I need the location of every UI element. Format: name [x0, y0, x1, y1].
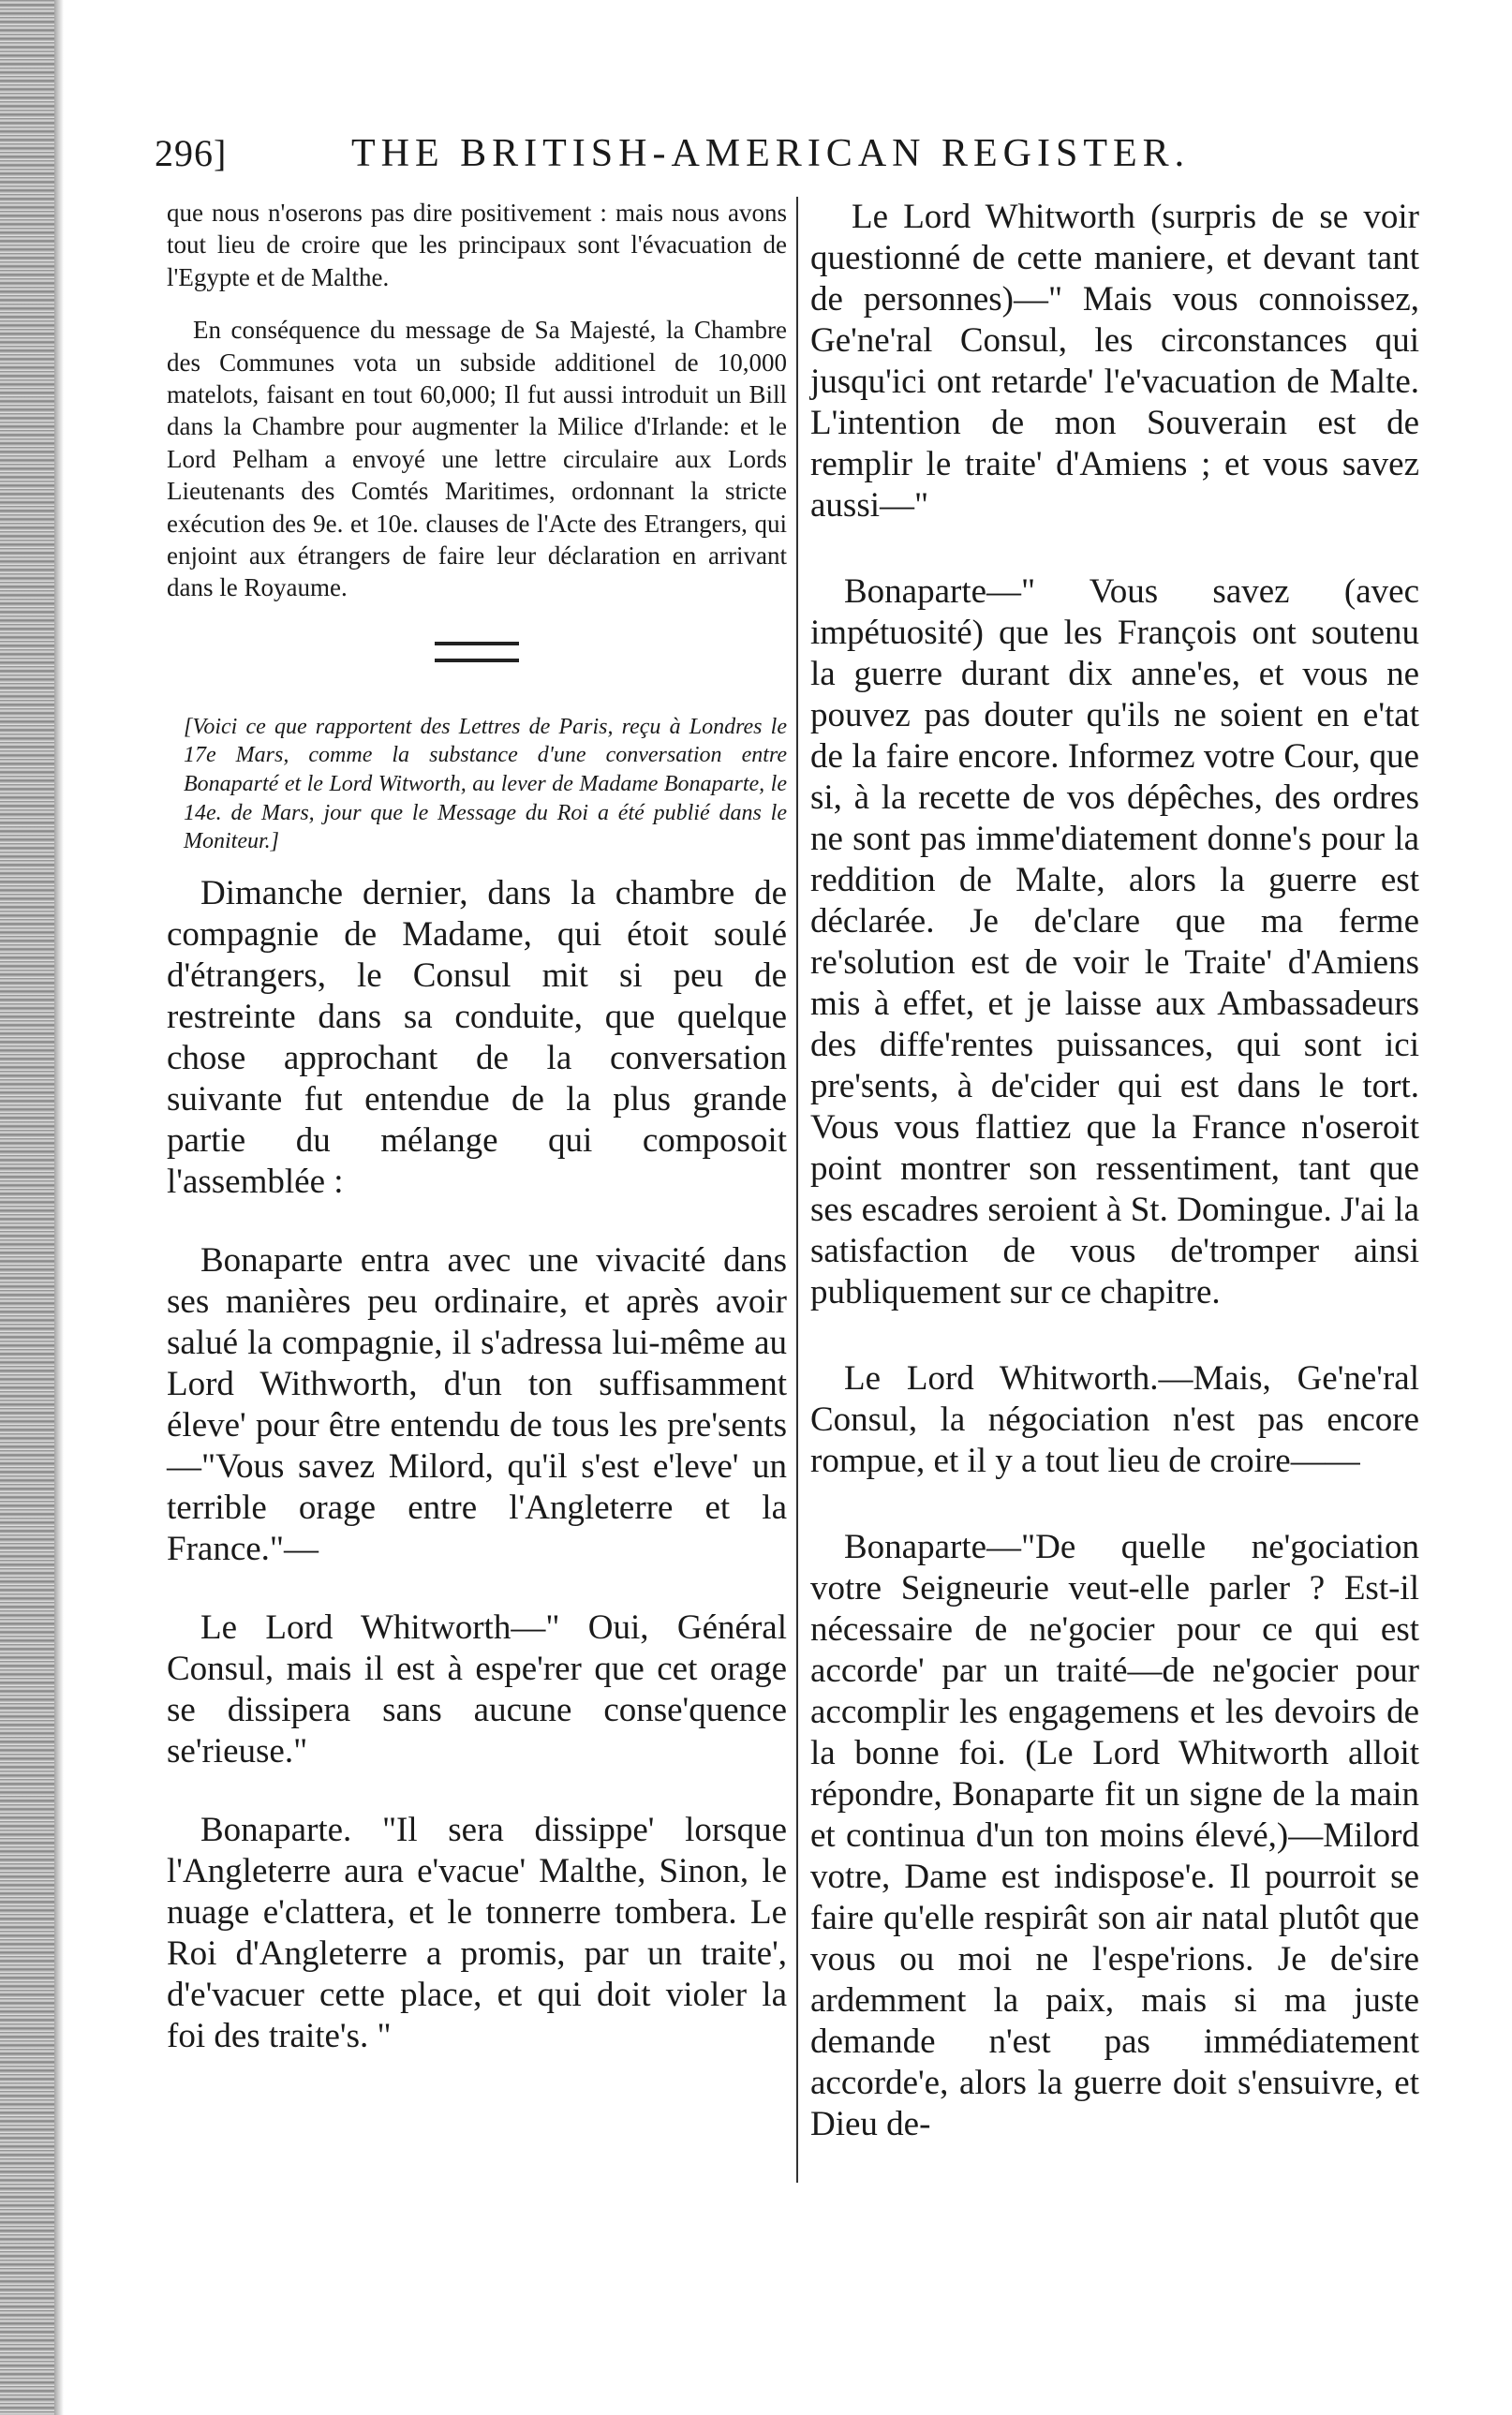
right-paragraph-3: Le Lord Whitworth.—Mais, Ge'ne'ral Consul, la négociation n'est pas encore rompue, et il y a tout lieu de croire——: [810, 1359, 1419, 1480]
left-column: [167, 197, 787, 2057]
left-paragraph-5: Le Lord Whitworth—" Oui, Général Consul, mais il est à espe'rer que cet orage se dissipera sans aucune conse'quence se'rieuse.": [167, 1608, 787, 1771]
left-paragraph-6: Bonaparte. "Il sera dissippe' lorsque l'Angleterre aura e'vacue' Malthe, Sinon, le nuage e'clattera, et le tonnerre tombera. Le Roi d'Angleterre a promis, par un traite', d'e'vacuer cette place, et qui doit violer la foi des traite's. ": [167, 1810, 787, 2055]
right-paragraph-2: Bonaparte—" Vous savez (avec impétuosité) que les François ont soutenu la guerre durant dix anne'es, et vous ne pouvez pas douter qu'ils ne soient en e'tat de la faire encore. Informez votre Cour, que si, à la recette de vos dépêches, des ordres ne sont pas imme'diatement donne's pour la reddition de Malte, alors la guerre est déclarée. Je de'clare que ma ferme re'solution est de voir le Traite' d'Amiens mis à effet, et je laisse aux Ambassadeurs des diffe'rentes puissances, qui sont ici pre'sents, à de'cider qui est dans le tort. Vous vous flattiez que la France n'oseroit point montrer son ressentiment, tant que ses escadres seroient à St. Domingue. J'ai la satisfaction de vous de'tromper ainsi publiquement sur ce chapitre.: [810, 572, 1419, 1311]
page-number: 296]: [155, 132, 228, 174]
running-title: THE BRITISH-AMERICAN REGISTER.: [351, 132, 1191, 175]
left-paragraph-2: En conséquence du message de Sa Majesté, la Chambre des Communes vota un subside additionel de 10,000 matelots, faisant en tout 60,000; Il fut aussi introduit un Bill dans la Chambre pour augmenter la Milice d'Irlande: et le Lord Pelham a envoyé une lettre circulaire aux Lords Lieutenants des Comtés Maritimes, ordonnant la stricte exécution des 9e. et 10e. clauses de l'Acte des Etrangers, qui enjoint aux étrangers de faire leur déclaration en arrivant dans le Royaume.: [167, 316, 787, 602]
right-paragraph-1: Le Lord Whitworth (surpris de se voir questionné de cette maniere, et devant tant de personnes)—" Mais vous connoissez, Ge'ne'ral Consul, les circonstances qui jusqu'ici ont retarde' l'e'vacuation de Malte. L'intention de mon Souverain est de remplir le traite' d'Amiens ; et vous savez aussi—": [810, 198, 1419, 525]
column-rule: [796, 197, 798, 2183]
left-paragraph-3: Dimanche dernier, dans la chambre de compagnie de Madame, qui étoit soulé d'étrangers, le Consul mit si peu de restreinte dans sa conduite, que quelque chose approchant de la conversation suivante fut entendue de la plus grande partie du mélange qui composoit l'assemblée :: [167, 873, 787, 1201]
right-paragraph-4: Bonaparte—"De quelle ne'gociation votre Seigneurie veut-elle parler ? Est-il nécessaire de ne'gocier pour ce qui est accorde' par un traité—de ne'gocier pour accomplir les engagemens et les devoirs de la bonne foi. (Le Lord Whitworth alloit répondre, Bonaparte fit un signe de la main et continua d'un ton moins élevé,)—Milord votre, Dame est indispose'e. Il pourroit se faire qu'elle respirât son air natal plutôt que vous ou moi ne l'espe'rions. Je de'sire ardemment la paix, mais si ma juste demande n'est pas immédiatement accorde'e, alors la guerre doit s'ensuivre, et Dieu de-: [810, 1528, 1419, 2143]
bracketed-note: [Voici ce que rapportent des Lettres de Paris, reçu à Londres le 17e Mars, comme la substance d'une conversation entre Bonaparté et le Lord Witworth, au lever de Madame Bonaparte, le 14e. de Mars, jour que le Message du Roi a été publié dans le Moniteur.]: [184, 714, 787, 854]
left-paragraph-4: Bonaparte entra avec une vivacité dans ses manières peu ordinaire, et après avoir salué la compagnie, il s'adressa lui-même au Lord Withworth, d'un ton suffisamment éleve' pour être entendu de tous les pre'sents—"Vous savez Milord, qu'il s'est e'leve' un terrible orage entre l'Angleterre et la France."—: [167, 1240, 787, 1568]
binding-gutter: [0, 0, 54, 2415]
gutter-shadow: [54, 0, 64, 2415]
right-column: [810, 197, 1419, 2145]
left-paragraph-1: que nous n'oserons pas dire positivement : mais nous avons tout lieu de croire que les principaux sont l'évacuation de l'Egypte et de Malthe.: [167, 199, 787, 291]
section-ornament: [435, 642, 519, 662]
page-header: [155, 131, 1307, 197]
